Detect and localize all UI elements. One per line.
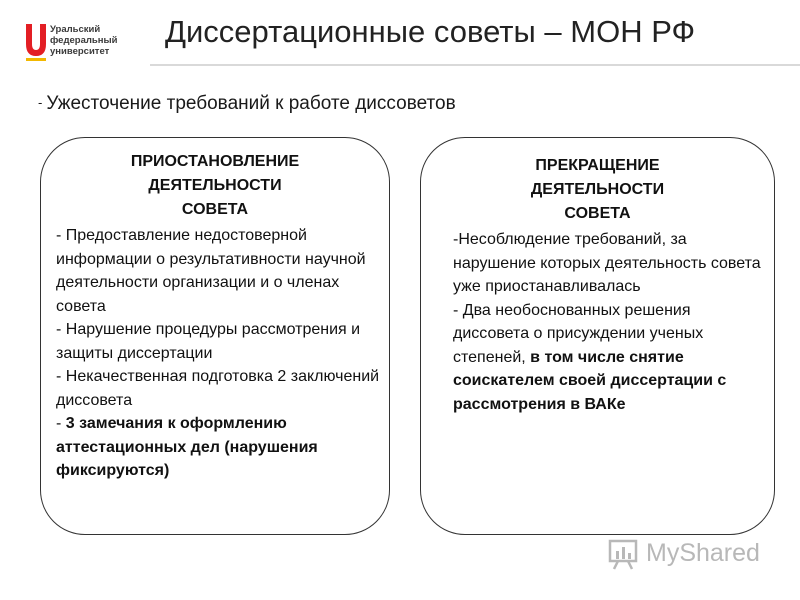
list-item — [453, 299, 766, 417]
bar-chart-icon — [608, 539, 640, 571]
university-logo-text — [50, 24, 117, 57]
heading-line: СОВЕТА — [564, 205, 631, 222]
heading-line: ДЕЯТЕЛЬНОСТИ — [530, 181, 665, 198]
logo-line: университет — [50, 46, 110, 57]
list-item: -Несоблюдение требований, за нарушение которых деятельность совета уже приостанавливалась — [453, 231, 761, 295]
suspension-box — [40, 137, 390, 535]
university-logo — [22, 20, 142, 64]
subtitle-dash: - — [38, 95, 43, 110]
logo-line: Уральский — [50, 24, 101, 35]
heading-line: ПРЕКРАЩЕНИЕ — [535, 157, 660, 174]
subtitle-text: Ужесточение требований к работе диссоветов — [46, 93, 456, 114]
university-logo-mark-icon — [22, 22, 48, 62]
termination-reasons — [421, 228, 774, 416]
list-item-bold: в том числе снятие соискателем своей диссертации с рассмотрения в ВАКе — [453, 348, 727, 413]
list-item: - Нарушение процедуры рассмотрения и защиты диссертации — [56, 321, 361, 362]
suspension-reasons — [41, 224, 389, 483]
slide-subtitle — [38, 93, 456, 115]
slide-title: Диссертационные советы – МОН РФ — [165, 14, 696, 49]
termination-box — [420, 137, 775, 535]
myshared-watermark — [608, 537, 768, 573]
list-item: - Предоставление недостоверной информации о результативности научной деятельности организации и о членах совета — [56, 227, 366, 315]
list-item-bold: 3 замечания к оформлению аттестационных дел (нарушения фиксируются) — [56, 415, 318, 479]
list-item-prefix: - — [56, 415, 66, 432]
list-item: - Некачественная подготовка 2 заключений диссовета — [56, 368, 380, 409]
list-item — [56, 412, 385, 483]
watermark-text: MyShared — [646, 539, 760, 567]
suspension-heading — [41, 150, 389, 222]
heading-line: ДЕЯТЕЛЬНОСТИ — [148, 177, 282, 194]
termination-heading — [421, 154, 774, 226]
title-divider — [150, 64, 800, 66]
list-item-plain: - Два необоснованных решения диссовета о присуждении ученых степеней, — [453, 301, 704, 366]
logo-line: федеральный — [50, 35, 118, 46]
heading-line: ПРИОСТАНОВЛЕНИЕ — [130, 153, 300, 170]
heading-line: СОВЕТА — [181, 201, 249, 218]
